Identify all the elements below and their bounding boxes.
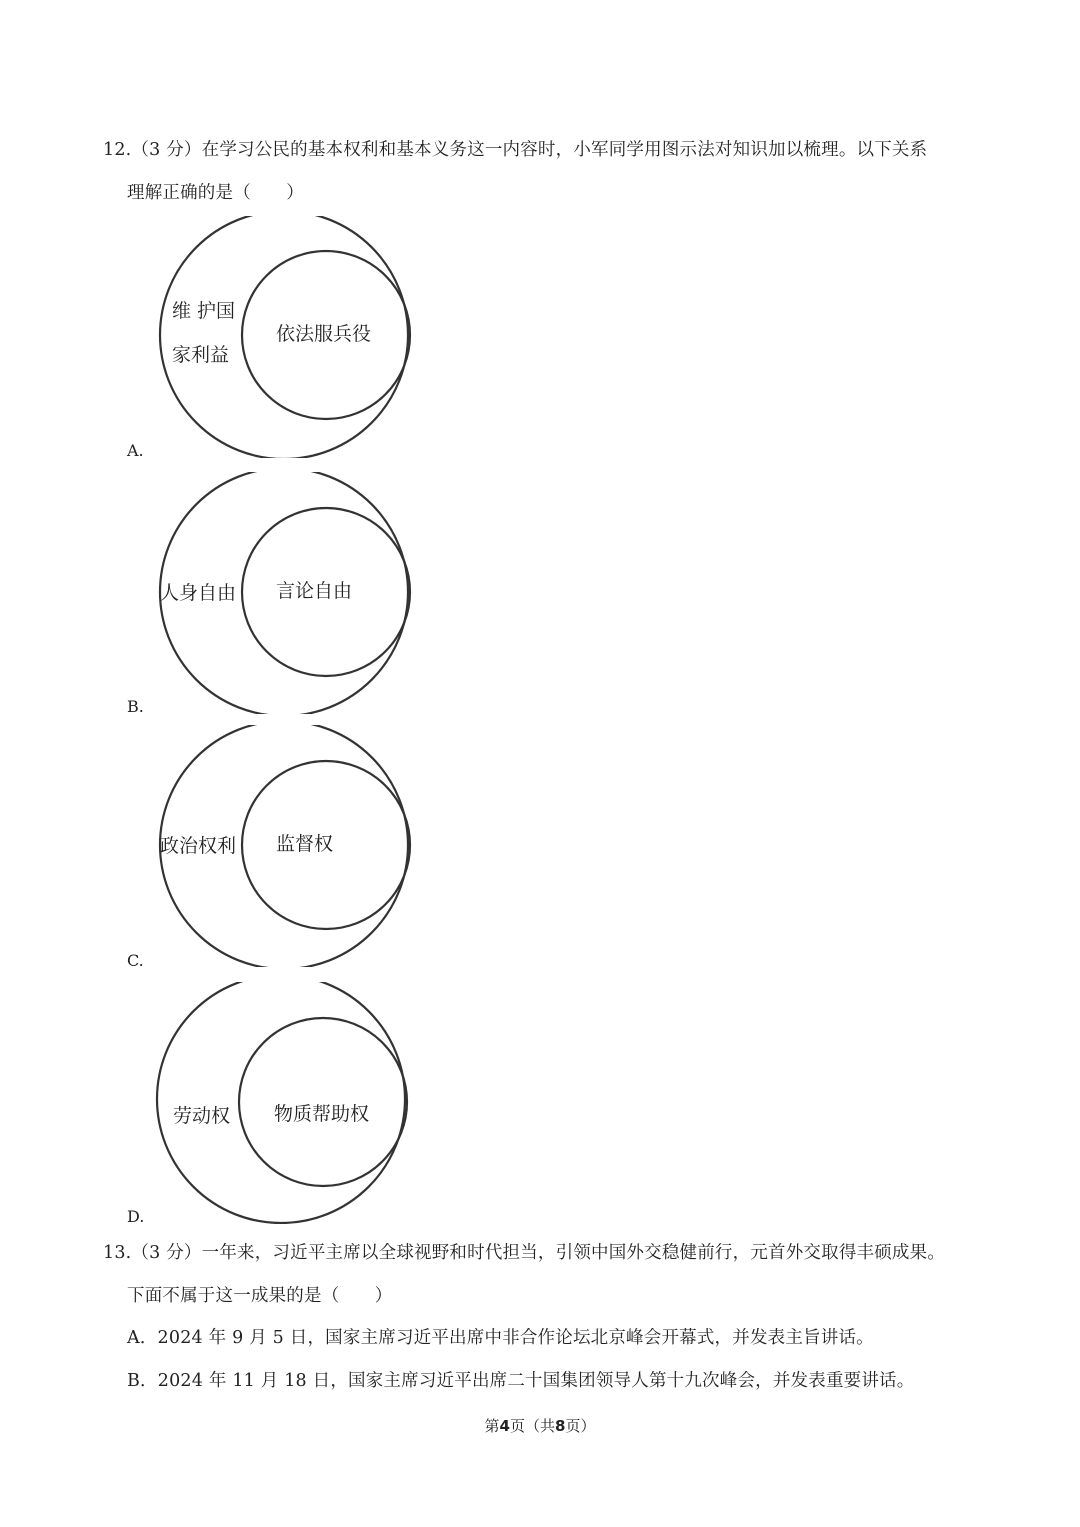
outer-label: 劳动权 (173, 1105, 231, 1127)
q13-option-a[interactable]: A．2024 年 9 月 5 日，国家主席习近平出席中非合作论坛北京峰会开幕式，并发表主旨讲话。 (127, 1328, 874, 1348)
inner-label: 言论自由 (276, 580, 353, 602)
q12-option-c-letter: C. (127, 951, 144, 970)
q12-stem-line2: 理解正确的是（ ） (127, 183, 304, 203)
outer-label-line2: 家利益 (172, 344, 230, 366)
q12-option-a-letter: A. (127, 441, 144, 460)
q12-option-b-letter: B. (127, 697, 144, 716)
outer-label: 人身自由 (160, 582, 237, 604)
footer-suffix: 页） (565, 1417, 596, 1435)
q12-option-d-letter: D. (127, 1207, 145, 1226)
inner-label: 监督权 (276, 833, 334, 855)
q12-option-c-diagram[interactable] (150, 725, 420, 967)
q12-stem-line1: 12.（3 分）在学习公民的基本权利和基本义务这一内容时，小军同学用图示法对知识加以梳理。以下关系 (103, 140, 928, 160)
q12-option-b-diagram[interactable] (150, 472, 420, 714)
footer-total-pages: 8 (555, 1417, 566, 1435)
outer-label-line1: 维 护国 (172, 300, 236, 322)
footer-mid: 页（共 (509, 1417, 555, 1435)
footer-prefix: 第 (484, 1417, 500, 1435)
q12-option-d-diagram[interactable] (150, 982, 420, 1224)
q12-option-a-diagram[interactable] (150, 216, 420, 458)
page-footer (0, 1416, 1080, 1436)
q13-option-b[interactable]: B．2024 年 11 月 18 日，国家主席习近平出席二十国集团领导人第十九次峰会，并发表重要讲话。 (127, 1371, 915, 1391)
q13-stem-line2: 下面不属于这一成果的是（ ） (127, 1286, 393, 1306)
footer-page-number: 4 (499, 1417, 510, 1435)
inner-label: 物质帮助权 (274, 1103, 370, 1125)
inner-circle (239, 1018, 407, 1186)
outer-label: 政治权利 (160, 835, 237, 857)
q13-stem-line1: 13.（3 分）一年来，习近平主席以全球视野和时代担当，引领中国外交稳健前行，元首外交取得丰硕成果。 (103, 1243, 946, 1263)
inner-label: 依法服兵役 (276, 323, 372, 345)
